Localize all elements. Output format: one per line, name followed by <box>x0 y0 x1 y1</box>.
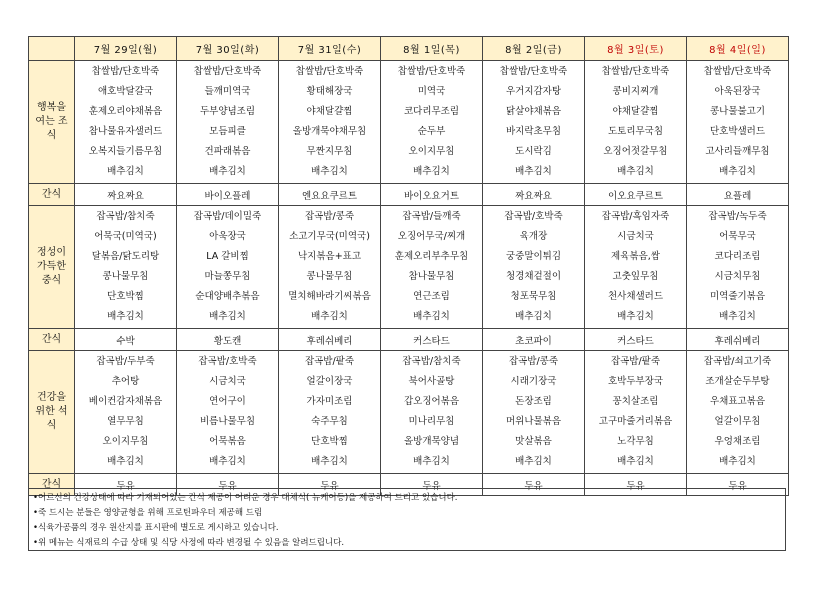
menu-item: 멸치해바라기씨볶음 <box>288 291 371 302</box>
notes-box <box>28 488 786 551</box>
menu-item: 얼갈이무침 <box>714 416 761 427</box>
menu-item: 찹쌀밥/단호박죽 <box>703 66 772 77</box>
snack-cell: 두유 <box>381 474 483 496</box>
menu-item: 잡곡밥/팥죽 <box>610 356 661 367</box>
menu-item: 배추김치 <box>413 456 450 467</box>
menu-item: 배추김치 <box>617 166 654 177</box>
snack-cell: 후레쉬베리 <box>279 329 381 351</box>
menu-item: 도시락김 <box>515 146 552 157</box>
menu-item: 비름나물무침 <box>199 416 256 427</box>
menu-item: 호박두부장국 <box>607 376 664 387</box>
dinner-menu-cell <box>687 351 789 474</box>
menu-item: 우채표고볶음 <box>709 396 766 407</box>
menu-item: 연어구이 <box>209 396 246 407</box>
note-line: •식육가공품의 경우 원산지를 표시판에 별도로 게시하고 있습니다. <box>33 523 279 533</box>
menu-item: 시래기장국 <box>510 376 557 387</box>
snack-cell: 요플레 <box>687 184 789 206</box>
menu-item: 배추김치 <box>107 456 144 467</box>
menu-item: 찹쌀밥/단호박죽 <box>193 66 262 77</box>
menu-item: 궁중말이튀김 <box>505 251 562 262</box>
menu-item: 오징어젓갈무침 <box>603 146 668 157</box>
snack-cell: 이오요쿠르트 <box>585 184 687 206</box>
snack-cell: 바이오플레 <box>177 184 279 206</box>
menu-item: 배추김치 <box>107 166 144 177</box>
menu-item: 배추김치 <box>311 311 348 322</box>
menu-item: 추어탕 <box>111 376 140 387</box>
menu-item: 콩나물불고기 <box>709 106 766 117</box>
menu-item: 마늘쫑무침 <box>204 271 251 282</box>
menu-item: 달볶음/닭도리탕 <box>91 251 160 262</box>
menu-item: 배추김치 <box>413 311 450 322</box>
menu-item: 잡곡밥/두부죽 <box>96 356 155 367</box>
snack-cell: 바이오요거트 <box>381 184 483 206</box>
lunch-row <box>29 206 789 329</box>
breakfast-menu-cell <box>483 61 585 184</box>
menu-item: 모듬피클 <box>209 126 246 137</box>
lunch-menu-cell <box>687 206 789 329</box>
menu-item: 미역국 <box>417 86 446 97</box>
snack-row <box>29 184 789 206</box>
menu-item: 잡곡밥/참치죽 <box>96 211 155 222</box>
lunch-menu-cell <box>381 206 483 329</box>
menu-item: 잡곡밥/호박죽 <box>198 356 257 367</box>
menu-item: 애호박달걀국 <box>97 86 154 97</box>
menu-item: 잡곡밥/호박죽 <box>504 211 563 222</box>
menu-item: 우엉채조림 <box>714 436 761 447</box>
menu-item: 배추김치 <box>311 166 348 177</box>
menu-item: 찹쌀밥/단호박죽 <box>397 66 466 77</box>
menu-item: LA 갈비찜 <box>206 251 249 262</box>
menu-item: 미나리무침 <box>408 416 455 427</box>
snack-cell: 두유 <box>585 474 687 496</box>
lunch-menu-cell <box>177 206 279 329</box>
menu-item: 북어사골탕 <box>408 376 455 387</box>
menu-item: 순대양배추볶음 <box>195 291 260 302</box>
snack-cell: 엔요요쿠르트 <box>279 184 381 206</box>
snack-label: 간식 <box>29 184 75 206</box>
menu-item: 시금치무침 <box>714 271 761 282</box>
snack-label: 간식 <box>29 329 75 351</box>
day-header-sunday: 8월 4일(일) <box>687 37 789 61</box>
snack-cell: 초코파이 <box>483 329 585 351</box>
menu-item: 배추김치 <box>515 311 552 322</box>
menu-item: 찹쌀밥/단호박죽 <box>499 66 568 77</box>
menu-item: 제육볶음,쌈 <box>611 251 660 262</box>
menu-item: 닭살야채볶음 <box>505 106 562 117</box>
lunch-menu-cell <box>279 206 381 329</box>
menu-item: 어묵국(미역국) <box>94 231 157 242</box>
menu-item: 배추김치 <box>515 456 552 467</box>
menu-item: 잡곡밥/콩죽 <box>508 356 559 367</box>
breakfast-menu-cell <box>75 61 177 184</box>
dinner-label: 건강을 위한 석식 <box>29 351 75 474</box>
snack-label: 간식 <box>29 474 75 496</box>
breakfast-menu-cell <box>381 61 483 184</box>
snack-cell: 두유 <box>687 474 789 496</box>
lunch-label: 정성이 가득한 중식 <box>29 206 75 329</box>
menu-item: 찹쌀밥/단호박죽 <box>601 66 670 77</box>
menu-item: 고춧잎무침 <box>612 271 659 282</box>
menu-item: 배추김치 <box>617 311 654 322</box>
menu-item: 어묵무국 <box>719 231 756 242</box>
menu-item: 배추김치 <box>209 311 246 322</box>
menu-item: 청포묵무침 <box>510 291 557 302</box>
note-line: •죽 드시는 분들은 영양균형을 위해 프로틴파우더 제공해 드림 <box>33 508 263 518</box>
menu-item: 잡곡밥/팥죽 <box>304 356 355 367</box>
menu-item: 찹쌀밥/단호박죽 <box>295 66 364 77</box>
menu-item: 배추김치 <box>311 456 348 467</box>
dinner-menu-cell <box>279 351 381 474</box>
menu-item: 올방개묵야채무침 <box>292 126 367 137</box>
day-header: 7월 30일(화) <box>177 37 279 61</box>
menu-item: 우거지감자탕 <box>505 86 562 97</box>
menu-item: 배추김치 <box>617 456 654 467</box>
snack-cell: 후레쉬베리 <box>687 329 789 351</box>
menu-item: 참나물유자샐러드 <box>88 126 163 137</box>
menu-item: 열무무침 <box>107 416 144 427</box>
menu-item: 단호박찜 <box>311 436 348 447</box>
corner-cell <box>29 37 75 61</box>
menu-item: 소고기무국(미역국) <box>289 231 370 242</box>
menu-item: 시금치국 <box>617 231 654 242</box>
menu-item: 코다리무조림 <box>403 106 460 117</box>
menu-item: 연근조림 <box>413 291 450 302</box>
lunch-menu-cell <box>585 206 687 329</box>
menu-item: 베이컨감자채볶음 <box>88 396 163 407</box>
day-header-saturday: 8월 3일(토) <box>585 37 687 61</box>
menu-item: 고구마줄거리볶음 <box>598 416 673 427</box>
menu-item: 배추김치 <box>719 456 756 467</box>
menu-item: 무짠지무침 <box>306 146 353 157</box>
menu-item: 돈장조림 <box>515 396 552 407</box>
menu-item: 콩나물무침 <box>102 271 149 282</box>
menu-item: 참나물무침 <box>408 271 455 282</box>
menu-item: 잡곡밥/데이밀죽 <box>193 211 262 222</box>
breakfast-menu-cell <box>585 61 687 184</box>
day-header: 7월 29일(월) <box>75 37 177 61</box>
weekly-menu-table <box>28 36 789 496</box>
menu-item: 숙주무침 <box>311 416 348 427</box>
snack-cell: 두유 <box>75 474 177 496</box>
day-header: 7월 31일(수) <box>279 37 381 61</box>
menu-item: 찹쌀밥/단호박죽 <box>91 66 160 77</box>
menu-item: 잡곡밥/녹두죽 <box>708 211 767 222</box>
menu-item: 코다리조림 <box>714 251 761 262</box>
menu-item: 단호박샐러드 <box>709 126 766 137</box>
menu-item: 가자미조림 <box>306 396 353 407</box>
snack-cell: 두유 <box>483 474 585 496</box>
menu-item: 배추김치 <box>413 166 450 177</box>
dinner-menu-cell <box>585 351 687 474</box>
menu-item: 도토리무국침 <box>607 126 664 137</box>
menu-item: 육개장 <box>519 231 548 242</box>
menu-item: 훈제오리야채볶음 <box>88 106 163 117</box>
menu-item: 청경채겉절이 <box>505 271 562 282</box>
menu-item: 두부양념조림 <box>199 106 256 117</box>
menu-item: 조개살순두부탕 <box>705 376 770 387</box>
menu-item: 훈제오리부추무침 <box>394 251 469 262</box>
menu-item: 오징어무국/찌개 <box>397 231 466 242</box>
menu-item: 배추김치 <box>719 166 756 177</box>
snack-cell: 커스타드 <box>585 329 687 351</box>
snack-cell: 짜요짜요 <box>483 184 585 206</box>
breakfast-menu-cell <box>279 61 381 184</box>
note-line: •어르신의 건강상태에 따라 기재되어있는 간식 제공이 어려운 경우 대체식( 뉴케어등)을 제공하여 드리고 있습니다. <box>33 493 458 503</box>
snack-cell: 황도캔 <box>177 329 279 351</box>
menu-item: 단호박찜 <box>107 291 144 302</box>
menu-item: 잡곡밥/쇠고기죽 <box>703 356 772 367</box>
menu-item: 잡곡밥/들깨죽 <box>402 211 461 222</box>
dinner-menu-cell <box>75 351 177 474</box>
menu-item: 야채달걀찜 <box>612 106 659 117</box>
menu-item: 아욱장국 <box>209 231 246 242</box>
menu-item: 배추김치 <box>515 166 552 177</box>
menu-item: 아욱된장국 <box>714 86 761 97</box>
menu-item: 들깨미역국 <box>204 86 251 97</box>
snack-cell: 두유 <box>177 474 279 496</box>
menu-item: 꽁치살조림 <box>612 396 659 407</box>
menu-item: 배추김치 <box>107 311 144 322</box>
menu-item: 콩나물무침 <box>306 271 353 282</box>
breakfast-menu-cell <box>687 61 789 184</box>
menu-item: 잡곡밥/참치죽 <box>402 356 461 367</box>
menu-item: 잡곡밥/흑임자죽 <box>601 211 670 222</box>
lunch-menu-cell <box>483 206 585 329</box>
dinner-row <box>29 351 789 474</box>
menu-item: 바지락초무침 <box>505 126 562 137</box>
menu-item: 배추김치 <box>209 456 246 467</box>
dinner-menu-cell <box>381 351 483 474</box>
menu-item: 낙지볶음+표고 <box>297 251 362 262</box>
header-row <box>29 37 789 61</box>
breakfast-row <box>29 61 789 184</box>
menu-item: 시금치국 <box>209 376 246 387</box>
menu-item: 건파래볶음 <box>204 146 251 157</box>
dinner-menu-cell <box>483 351 585 474</box>
dinner-menu-cell <box>177 351 279 474</box>
menu-item: 맛살볶음 <box>515 436 552 447</box>
breakfast-menu-cell <box>177 61 279 184</box>
menu-item: 오이지무침 <box>102 436 149 447</box>
menu-item: 천사채샐러드 <box>607 291 664 302</box>
snack-cell: 짜요짜요 <box>75 184 177 206</box>
snack-cell: 커스타드 <box>381 329 483 351</box>
menu-item: 얼갈이장국 <box>306 376 353 387</box>
menu-item: 갑오징어볶음 <box>403 396 460 407</box>
menu-item: 노각무침 <box>617 436 654 447</box>
menu-item: 미역줄기볶음 <box>709 291 766 302</box>
menu-item: 어묵볶음 <box>209 436 246 447</box>
snack-cell: 두유 <box>279 474 381 496</box>
snack-cell: 수박 <box>75 329 177 351</box>
menu-item: 배추김치 <box>209 166 246 177</box>
menu-item: 야채달걀찜 <box>306 106 353 117</box>
menu-item: 배추김치 <box>719 311 756 322</box>
menu-item: 올방개묵양념 <box>403 436 460 447</box>
menu-item: 황태해장국 <box>306 86 353 97</box>
menu-item: 머위나물볶음 <box>505 416 562 427</box>
menu-item: 콩비지찌개 <box>612 86 659 97</box>
menu-item: 고사리들깨무침 <box>705 146 770 157</box>
lunch-menu-cell <box>75 206 177 329</box>
menu-item: 잡곡밥/콩죽 <box>304 211 355 222</box>
snack-row <box>29 329 789 351</box>
day-header: 8월 2일(금) <box>483 37 585 61</box>
menu-item: 오이지무침 <box>408 146 455 157</box>
day-header: 8월 1일(목) <box>381 37 483 61</box>
breakfast-label: 행복을 여는 조식 <box>29 61 75 184</box>
menu-item: 오복지들기름무침 <box>88 146 163 157</box>
note-line: •위 메뉴는 식재료의 수급 상태 및 식당 사정에 따라 변경될 수 있음을 알려드립니다. <box>33 538 345 548</box>
menu-item: 순두부 <box>417 126 446 137</box>
